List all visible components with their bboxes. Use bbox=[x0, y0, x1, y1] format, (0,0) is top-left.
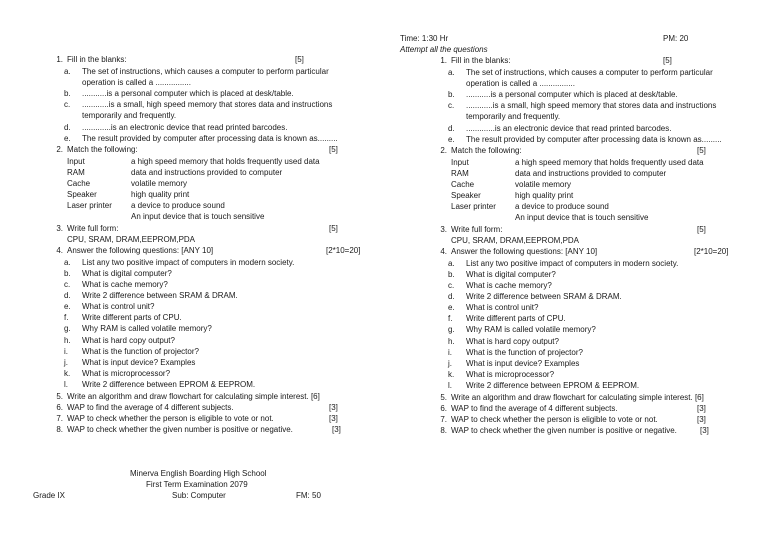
full-form-list: CPU, SRAM, DRAM,EEPROM,PDA bbox=[67, 235, 196, 244]
question-marks: [5] bbox=[663, 56, 672, 65]
item-text: Write different parts of CPU. bbox=[82, 313, 182, 322]
question-text: Write an algorithm and draw flowchart for calculating simple interest. [6] bbox=[451, 393, 704, 402]
item-text: Write 2 difference between EPROM & EEPROM. bbox=[82, 380, 256, 389]
item-label: h. bbox=[448, 337, 455, 346]
match-right: high quality print bbox=[131, 190, 190, 199]
left-question-column bbox=[0, 0, 380, 543]
match-right: data and instructions provided to computer bbox=[515, 169, 667, 178]
question-number: 5. bbox=[56, 392, 63, 401]
item-label: b. bbox=[448, 90, 455, 99]
item-text: What is input device? Examples bbox=[466, 359, 580, 368]
item-label: b. bbox=[448, 270, 455, 279]
match-right: high quality print bbox=[515, 191, 574, 200]
match-left: Laser printer bbox=[67, 201, 112, 210]
match-right: a high speed memory that holds frequently used data bbox=[131, 157, 320, 166]
item-text: What is control unit? bbox=[466, 303, 539, 312]
item-label: j. bbox=[448, 359, 452, 368]
question-marks: [3] bbox=[329, 403, 338, 412]
item-text: What is cache memory? bbox=[466, 281, 552, 290]
item-text: List any two positive impact of computers in modern society. bbox=[82, 258, 295, 267]
item-label: c. bbox=[64, 280, 71, 289]
match-left: Speaker bbox=[451, 191, 481, 200]
item-label: e. bbox=[448, 303, 455, 312]
question-marks: [5] bbox=[329, 224, 338, 233]
question-text: WAP to find the average of 4 different subjects. bbox=[67, 403, 234, 412]
item-label: a. bbox=[448, 68, 455, 77]
time-label: Time: 1:30 Hr bbox=[400, 34, 449, 43]
match-right: a device to produce sound bbox=[131, 201, 225, 210]
item-text: Write 2 difference between SRAM & DRAM. bbox=[466, 292, 622, 301]
question-title: Match the following: bbox=[67, 145, 138, 154]
item-text: Write 2 difference between SRAM & DRAM. bbox=[82, 291, 238, 300]
item-text: Why RAM is called volatile memory? bbox=[466, 325, 596, 334]
question-marks: [3] bbox=[332, 425, 341, 434]
question-title: Match the following: bbox=[451, 146, 522, 155]
item-label: a. bbox=[64, 67, 71, 76]
question-title: Answer the following questions: [ANY 10] bbox=[451, 247, 598, 256]
item-text: ............is a small, high speed memory that stores data and instructions bbox=[466, 101, 717, 110]
item-label: f. bbox=[448, 314, 453, 323]
right-question-column bbox=[384, 0, 764, 543]
item-text: What is input device? Examples bbox=[82, 358, 196, 367]
question-text: WAP to check whether the given number is positive or negative. bbox=[451, 426, 677, 435]
full-form-list: CPU, SRAM, DRAM,EEPROM,PDA bbox=[451, 236, 580, 245]
item-label: e. bbox=[448, 135, 455, 144]
item-text: What is hard copy output? bbox=[82, 336, 175, 345]
item-label: d. bbox=[448, 124, 455, 133]
item-text: The set of instructions, which causes a computer to perform particular bbox=[466, 68, 713, 77]
match-right: a device to produce sound bbox=[515, 202, 609, 211]
question-number: 4. bbox=[56, 246, 63, 255]
question-marks: [5] bbox=[697, 146, 706, 155]
item-label: l. bbox=[448, 381, 452, 390]
item-label: c. bbox=[64, 100, 71, 109]
question-marks: [2*10=20] bbox=[694, 247, 729, 256]
item-text: .............is an electronic device that read printed barcodes. bbox=[82, 123, 288, 132]
item-text: operation is called a ................ bbox=[466, 79, 575, 88]
item-text: What is the function of projector? bbox=[82, 347, 199, 356]
item-label: d. bbox=[448, 292, 455, 301]
item-text: ............is a small, high speed memory that stores data and instructions bbox=[82, 100, 333, 109]
item-label: b. bbox=[64, 89, 71, 98]
question-number: 5. bbox=[440, 393, 447, 402]
item-text: What is control unit? bbox=[82, 302, 155, 311]
match-left: Input bbox=[67, 157, 85, 166]
match-right: volatile memory bbox=[515, 180, 572, 189]
item-label: k. bbox=[64, 369, 71, 378]
item-label: j. bbox=[64, 358, 68, 367]
question-text: WAP to check whether the person is eligible to vote or not. bbox=[67, 414, 274, 423]
match-right: An input device that is touch sensitive bbox=[515, 213, 649, 222]
item-label: c. bbox=[448, 101, 455, 110]
item-text: Write 2 difference between EPROM & EEPROM. bbox=[466, 381, 640, 390]
match-left: RAM bbox=[451, 169, 469, 178]
match-left: Cache bbox=[451, 180, 475, 189]
item-text: temporarily and frequently. bbox=[82, 111, 177, 120]
item-label: l. bbox=[64, 380, 68, 389]
question-marks: [2*10=20] bbox=[326, 246, 361, 255]
question-number: 7. bbox=[440, 415, 447, 424]
question-number: 7. bbox=[56, 414, 63, 423]
question-title: Answer the following questions: [ANY 10] bbox=[67, 246, 214, 255]
match-left: Laser printer bbox=[451, 202, 496, 211]
exam-title: First Term Examination 2079 bbox=[146, 480, 248, 489]
grade-label: Grade IX bbox=[33, 491, 66, 500]
question-marks: [3] bbox=[697, 415, 706, 424]
item-text: What is microprocessor? bbox=[466, 370, 555, 379]
question-marks: [3] bbox=[697, 404, 706, 413]
item-text: operation is called a ................ bbox=[82, 78, 191, 87]
question-number: 3. bbox=[440, 225, 447, 234]
item-text: Write different parts of CPU. bbox=[466, 314, 566, 323]
question-title: Write full form: bbox=[67, 224, 119, 233]
item-text: .............is an electronic device that read printed barcodes. bbox=[466, 124, 672, 133]
item-text: Why RAM is called volatile memory? bbox=[82, 324, 212, 333]
item-label: i. bbox=[64, 347, 68, 356]
item-label: c. bbox=[448, 281, 455, 290]
item-text: The set of instructions, which causes a computer to perform particular bbox=[82, 67, 329, 76]
question-number: 1. bbox=[56, 55, 63, 64]
item-text: temporarily and frequently. bbox=[466, 112, 561, 121]
item-label: a. bbox=[448, 259, 455, 268]
item-text: The result provided by computer after processing data is known as......... bbox=[82, 134, 338, 143]
match-right: data and instructions provided to computer bbox=[131, 168, 283, 177]
item-text: The result provided by computer after processing data is known as......... bbox=[466, 135, 722, 144]
question-text: Write an algorithm and draw flowchart for calculating simple interest. [6] bbox=[67, 392, 320, 401]
question-marks: [5] bbox=[295, 55, 304, 64]
item-text: ...........is a personal computer which is placed at desk/table. bbox=[82, 89, 294, 98]
question-number: 4. bbox=[440, 247, 447, 256]
question-number: 3. bbox=[56, 224, 63, 233]
item-text: What is microprocessor? bbox=[82, 369, 171, 378]
subject-label: Sub: Computer bbox=[172, 491, 226, 500]
item-label: d. bbox=[64, 123, 71, 132]
item-label: g. bbox=[64, 324, 71, 333]
item-text: ...........is a personal computer which is placed at desk/table. bbox=[466, 90, 678, 99]
item-text: List any two positive impact of computers in modern society. bbox=[466, 259, 679, 268]
instruction-text: Attempt all the questions bbox=[400, 45, 488, 54]
question-marks: [5] bbox=[697, 225, 706, 234]
item-label: d. bbox=[64, 291, 71, 300]
match-left: RAM bbox=[67, 168, 85, 177]
question-number: 6. bbox=[56, 403, 63, 412]
item-label: g. bbox=[448, 325, 455, 334]
question-title: Write full form: bbox=[451, 225, 503, 234]
item-text: What is the function of projector? bbox=[466, 348, 583, 357]
item-label: e. bbox=[64, 302, 71, 311]
item-label: b. bbox=[64, 269, 71, 278]
item-label: f. bbox=[64, 313, 69, 322]
question-title: Fill in the blanks: bbox=[67, 55, 127, 64]
item-text: What is cache memory? bbox=[82, 280, 168, 289]
school-name: Minerva English Boarding High School bbox=[130, 469, 267, 478]
question-text: WAP to find the average of 4 different subjects. bbox=[451, 404, 618, 413]
item-text: What is digital computer? bbox=[466, 270, 556, 279]
question-number: 8. bbox=[56, 425, 63, 434]
question-marks: [3] bbox=[700, 426, 709, 435]
match-left: Speaker bbox=[67, 190, 97, 199]
question-number: 2. bbox=[56, 145, 63, 154]
item-label: h. bbox=[64, 336, 71, 345]
question-number: 8. bbox=[440, 426, 447, 435]
pass-marks-label: PM: 20 bbox=[663, 34, 689, 43]
question-title: Fill in the blanks: bbox=[451, 56, 511, 65]
item-text: What is digital computer? bbox=[82, 269, 172, 278]
question-marks: [3] bbox=[329, 414, 338, 423]
full-marks-label: FM: 50 bbox=[296, 491, 321, 500]
match-left: Cache bbox=[67, 179, 91, 188]
question-marks: [5] bbox=[329, 145, 338, 154]
item-label: e. bbox=[64, 134, 71, 143]
question-number: 1. bbox=[440, 56, 447, 65]
item-label: a. bbox=[64, 258, 71, 267]
question-number: 2. bbox=[440, 146, 447, 155]
item-text: What is hard copy output? bbox=[466, 337, 559, 346]
question-number: 6. bbox=[440, 404, 447, 413]
item-label: i. bbox=[448, 348, 452, 357]
match-right: volatile memory bbox=[131, 179, 188, 188]
question-text: WAP to check whether the given number is positive or negative. bbox=[67, 425, 293, 434]
match-right: An input device that is touch sensitive bbox=[131, 212, 265, 221]
match-right: a high speed memory that holds frequently used data bbox=[515, 158, 704, 167]
item-label: k. bbox=[448, 370, 455, 379]
question-text: WAP to check whether the person is eligible to vote or not. bbox=[451, 415, 658, 424]
match-left: Input bbox=[451, 158, 469, 167]
